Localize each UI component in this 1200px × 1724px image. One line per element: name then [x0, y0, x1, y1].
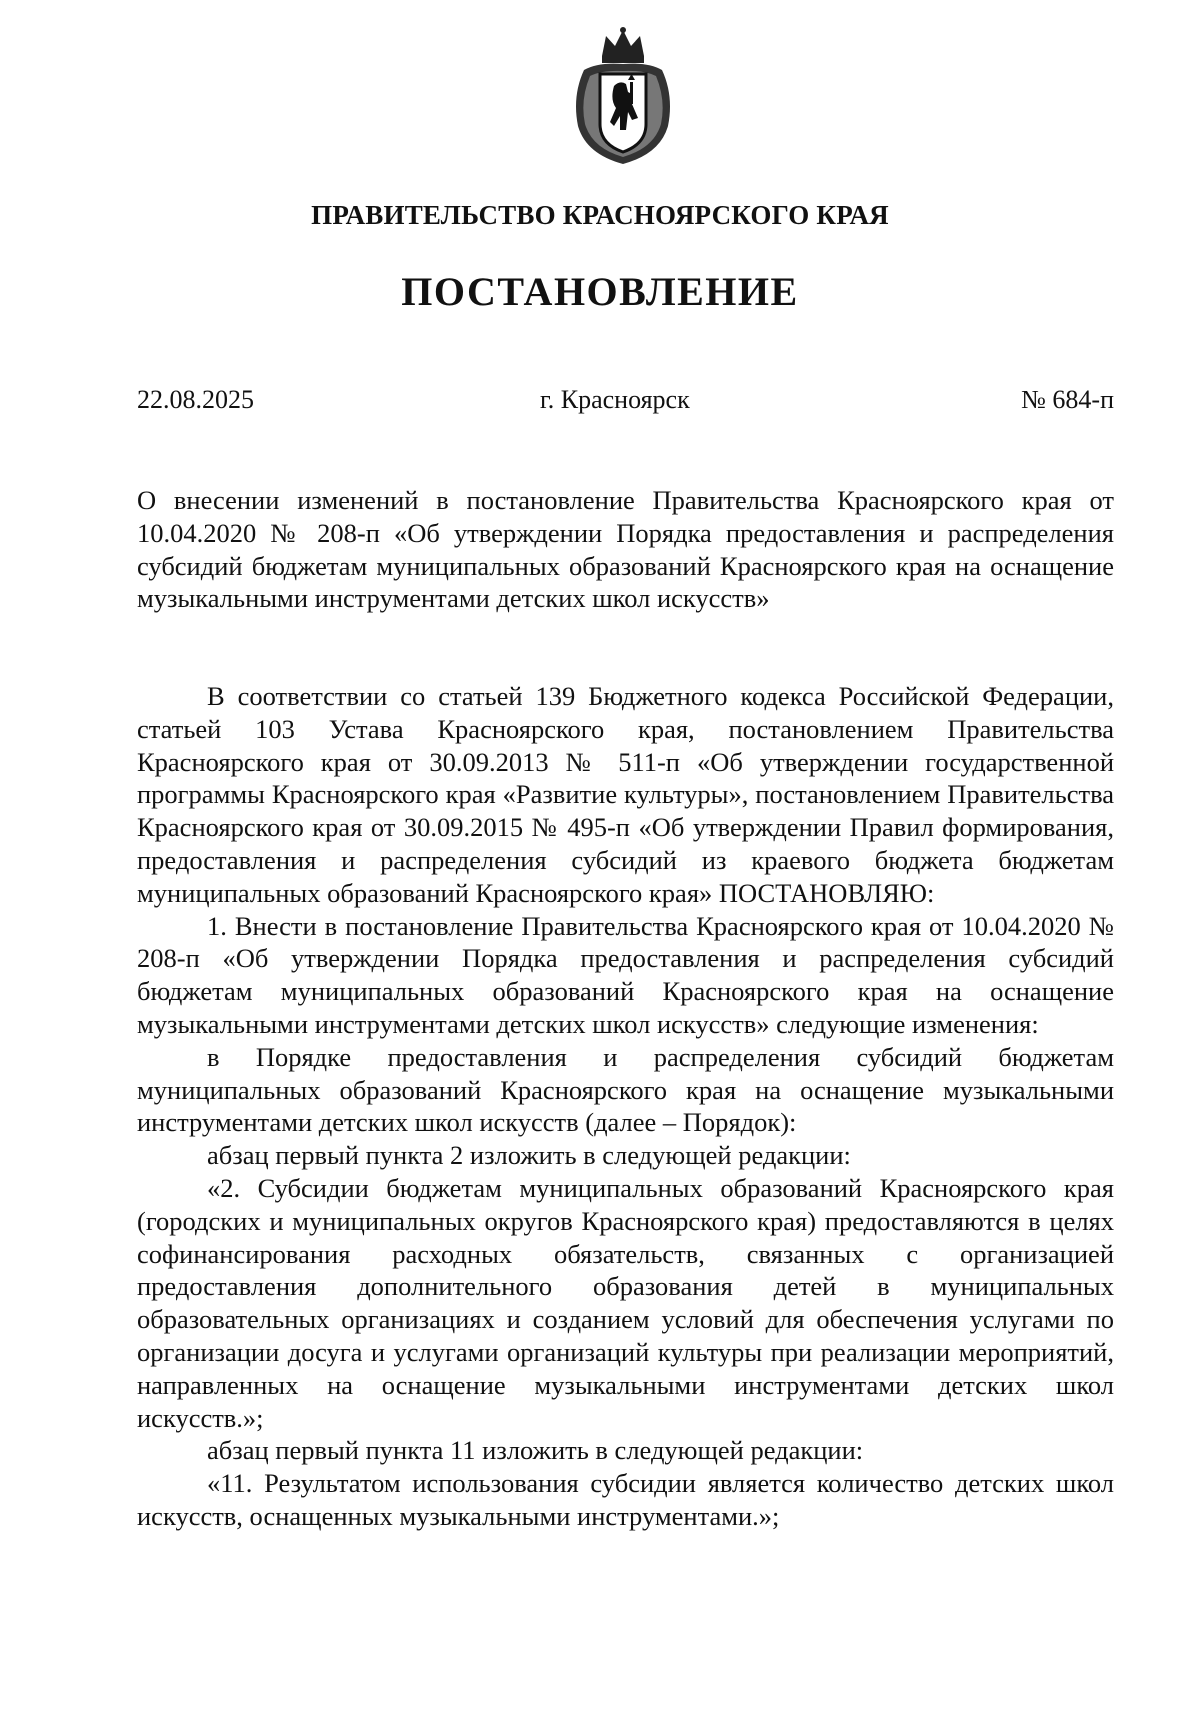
body-paragraph: «2. Субсидии бюджетам муниципальных образований Красноярского края (городских и муниципальных округов Красноярского края) предоставляются в целях софинансирования расходных обязательств, связанных с организацией предоставления дополнительного образования детей в муниципальных образовательных организациях и созданием условий для обеспечения услугами по организации досуга и услугами организаций культуры при реализации мероприятий, направленных на оснащение музыкальными инструментами детских школ искусств.»;: [137, 1172, 1114, 1433]
body-paragraph: абзац первый пункта 11 изложить в следующей редакции:: [207, 1435, 864, 1466]
document-title: [137, 484, 1114, 615]
document-city: г. Красноярск: [540, 385, 690, 414]
body-paragraph: «11. Результатом использования субсидии является количество детских школ искусств, оснащенных музыкальными инструментами.»;: [137, 1468, 1114, 1531]
document-number: № 684-п: [1021, 385, 1114, 414]
body-paragraph: в Порядке предоставления и распределения субсидий бюджетам муниципальных образований Красноярского края на оснащение музыкальными инструментами детских школ искусств (далее – Порядок):: [137, 1041, 1114, 1138]
body-paragraph: абзац первый пункта 2 изложить в следующей редакции:: [207, 1140, 851, 1171]
document-date: 22.08.2025: [137, 385, 254, 414]
title-text: О внесении изменений в постановление Правительства Красноярского края от 10.04.2020 № 208-п «Об утверждении Порядка предоставления и распределения субсидий бюджетам муниципальных образований Красноярского края на оснащение музыкальными инструментами детских школ искусств»: [137, 485, 1114, 614]
body-paragraph: 1. Внести в постановление Правительства Красноярского края от 10.04.2020 № 208-п «Об утверждении Порядка предоставления и распределения субсидий бюджетам муниципальных образований Красноярского края на оснащение музыкальными инструментами детских школ искусств» следующие изменения:: [137, 910, 1114, 1039]
coat-of-arms-icon: [568, 26, 678, 166]
preamble-paragraph: В соответствии со статьей 139 Бюджетного кодекса Российской Федерации, статьей 103 Устава Красноярского края, постановлением Правительства Красноярского края от 30.09.2013 № 511-п «Об утверждении государственной программы Красноярского края «Развитие культуры», постановлением Правительства Красноярского края от 30.09.2015 № 495-п «Об утверждении Правил формирования, предоставления и распределения субсидий из краевого бюджета бюджетам муниципальных образований Красноярского края» ПОСТАНОВЛЯЮ:: [137, 681, 1114, 908]
document-body: [137, 680, 1114, 1533]
document-type-heading: ПОСТАНОВЛЕНИЕ: [401, 269, 799, 314]
organization-heading: ПРАВИТЕЛЬСТВО КРАСНОЯРСКОГО КРАЯ: [311, 200, 889, 230]
